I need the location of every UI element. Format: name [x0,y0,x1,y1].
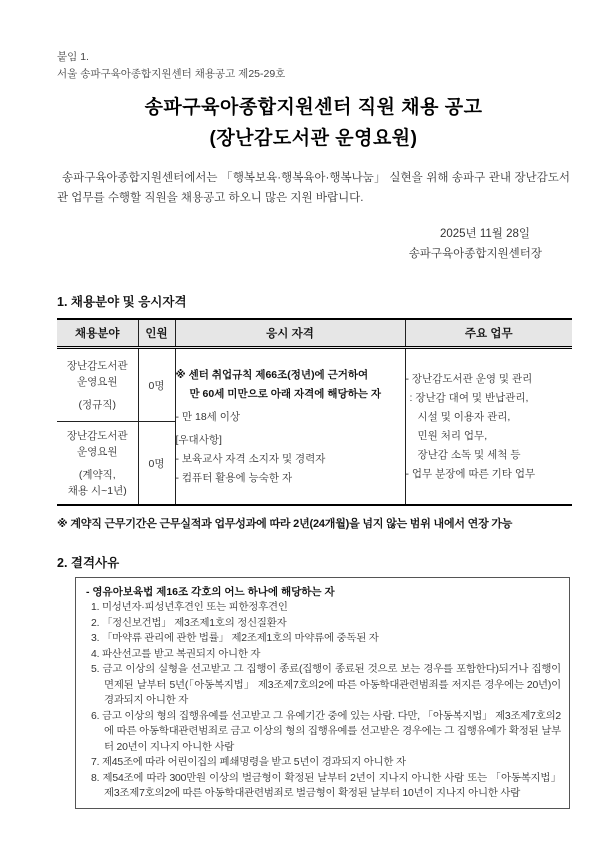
field-type-line: 채용 시~1년) [67,484,127,497]
document-title-line1: 송파구육아종합지원센터 직원 채용 공고 [144,97,483,118]
disqualification-item: 1. 미성년자·피성년후견인 또는 피한정후견인 [91,602,288,613]
qualification-note-line1: ※ 센터 취업규칙 제66조(정년)에 근거하여 [175,368,369,381]
count-regular: 0명 [138,348,175,422]
field-type-line: (계약직, [78,468,116,481]
notice-number: 서울 송파구육아종합지원센터 채용공고 제25-29호 [57,68,286,80]
disqualification-item: 7. 제45조에 따라 어린이집의 폐쇄명령을 받고 5년이 경과되지 아니한 자 [91,757,406,768]
contract-period-note: ※ 계약직 근무기간은 근무실적과 업무성과에 따라 2년(24개월)을 넘지 않는 범위 내에서 연장 가능 [57,518,513,530]
header-qualification: 응시 자격 [175,319,405,348]
signature: 송파구육아종합지원센터장 [408,248,542,260]
preference-item: - 컴퓨터 활용에 능숙한 자 [175,471,293,484]
recruitment-table [57,318,572,506]
field-type-line: (정규직) [78,398,116,411]
header-field: 채용분야 [57,319,138,348]
section2-heading: 2. 결격사유 [57,556,120,570]
disqualification-item: 8. 제54조에 따라 300만원 이상의 벌금형이 확정된 날부터 2년이 지나지 아니한 사람 또는 「아동복지법」 제3조제7호의2에 따른 아동학대관련범죄로 벌금형이 확정된 날부터 10년이 지나지 아니한 사람 [91,772,561,799]
announcement-date: 2025년 11월 28일 [439,228,530,240]
date-signature-block [57,224,570,264]
field-name-line: 운영요원 [76,445,118,458]
header-duties: 주요 업무 [405,319,572,348]
preference-title: [우대사항] [175,433,222,446]
disqualification-item: 5. 금고 이상의 실형을 선고받고 그 집행이 종료(집행이 종료된 것으로 보는 경우를 포함한다)되거나 집행이 면제된 날부터 5년(「아동복지법」 제3조제7호의2에 따른 아동학대관련범죄를 저지른 경우에는 20년)이 경과되지 아니한 자 [91,664,561,706]
table-header-row [57,319,572,348]
disqualification-box [75,577,570,809]
preference-item: - 보육교사 자격 소지자 및 경력자 [175,452,326,465]
duty-line: 장난감 소독 및 세척 등 [417,448,521,461]
duty-line: 시설 및 이용자 관리, [417,410,511,423]
duties-cell [405,348,572,506]
duty-line: : 장난감 대여 및 반납관리, [409,391,529,404]
duty-line: 민원 처리 업무, [417,429,488,442]
disqualification-title: - 영유아보육법 제16조 각호의 어느 하나에 해당하는 자 [86,586,335,598]
qualification-item: - 만 18세 이상 [175,410,240,423]
qualification-cell [175,348,405,506]
field-name-line: 장난감도서관 [66,359,128,372]
disqualification-item: 4. 파산선고를 받고 복권되지 아니한 자 [91,648,261,660]
disqualification-item: 3. 「마약류 관리에 관한 법률」 제2조제1호의 마약류에 중독된 자 [91,633,379,644]
count-contract: 0명 [138,422,175,506]
field-name-line: 운영요원 [76,375,118,388]
intro-paragraph: 송파구육아종합지원센터에서는 「행복보육·행복육아·행복나눔」 실현을 위해 송파구 관내 장난감도서관 업무를 수행할 직원을 채용공고 하오니 많은 지원 바랍니다. [57,172,570,204]
duty-line: - 업무 분장에 따른 기타 업무 [405,467,536,480]
disqualification-item: 2. 「정신보건법」 제3조제1호의 정신질환자 [91,617,287,629]
attachment-label: 붙임 1. [57,51,89,63]
disqualification-item: 6. 금고 이상의 형의 집행유예를 선고받고 그 유예기간 중에 있는 사람. 다만, 「아동복지법」 제3조제7호의2에 따른 아동학대관련범죄로 금고 이상의 형의 집행유예를 선고받은 경우에는 그 집행유예가 확정된 날부터 20년이 지나지 아니한 사람 [91,710,561,753]
document-title-line2: (장난감도서관 운영요원) [209,128,418,149]
qualification-note-line2: 만 60세 미만으로 아래 자격에 해당하는 자 [189,387,381,400]
document-title [57,92,570,154]
field-name-line: 장난감도서관 [66,429,128,442]
header-count: 인원 [138,319,175,348]
field-regular [57,348,138,422]
field-contract [57,422,138,506]
section1-heading: 1. 채용분야 및 응시자격 [57,295,187,309]
duty-line: - 장난감도서관 운영 및 관리 [405,372,533,385]
table-row [57,348,572,422]
